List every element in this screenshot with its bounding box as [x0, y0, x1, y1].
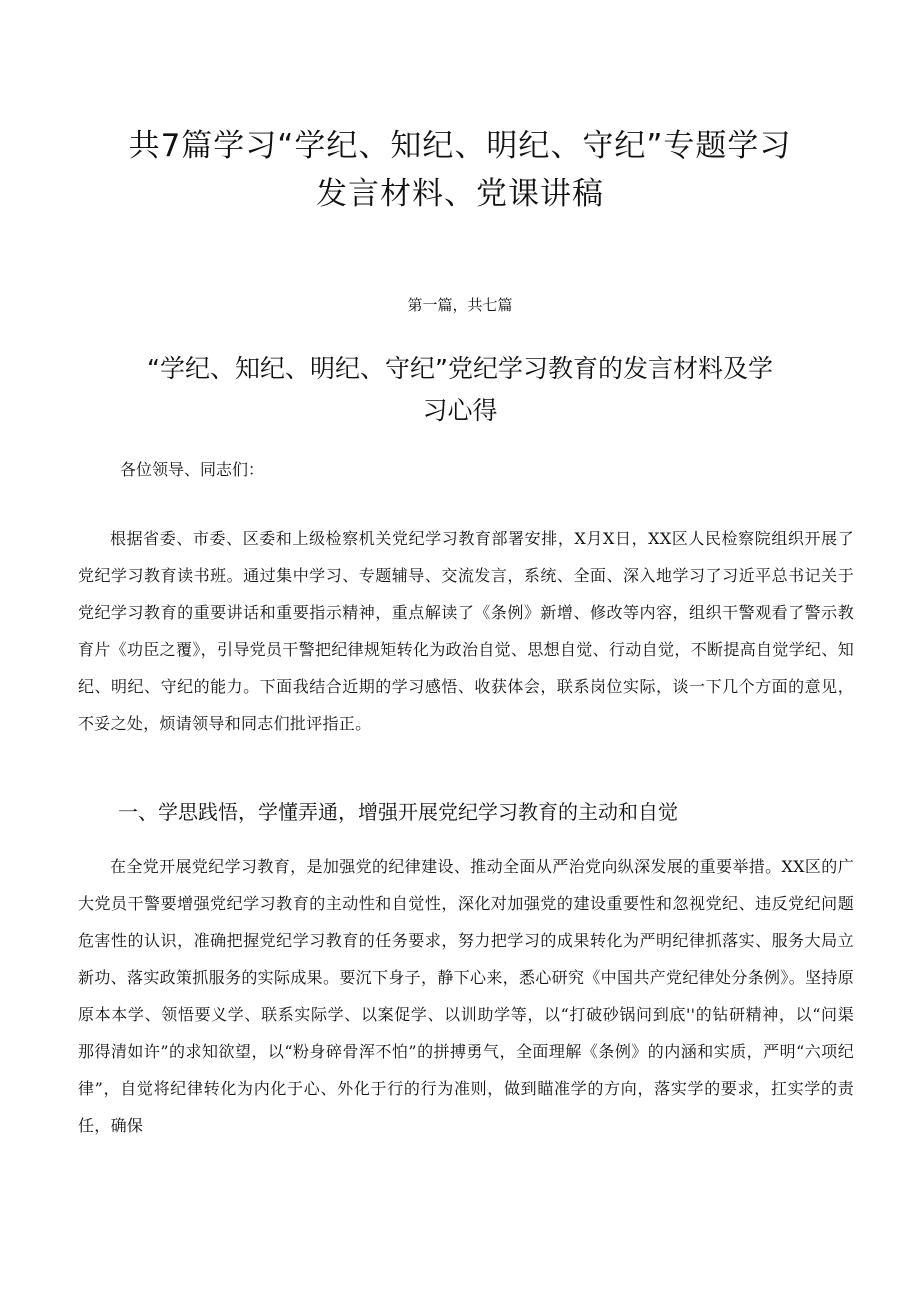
document-title-line-2: 发言材料、党课讲稿 [316, 176, 604, 212]
section-heading-1: 一、学思践悟，学懂弄通，增强开展党纪学习教育的主动和自觉 [118, 800, 678, 824]
article-title-line-2: 习心得 [422, 396, 498, 425]
article-title-line-1: “学纪、知纪、明纪、守纪”党纪学习教育的发言材料及学 [147, 354, 773, 383]
salutation: 各位领导、同志们： [120, 460, 265, 479]
document-title-line-1: 共7篇学习“学纪、知纪、明纪、守纪”专题学习 [128, 128, 792, 164]
body-paragraph-2: 在全党开展党纪学习教育，是加强党的纪律建设、推动全面从严治党向纵深发展的重要举措。XX区的广大党员干警要增强党纪学习教育的主动性和自觉性，深化对加强党的建设重要性和忽视党纪、违反党纪问题危害性的认识，准确把握党纪学习教育的任务要求，努力把学习的成果转化为严明纪律抓落实、服务大局立新功、落实政策抓服务的实际成果。要沉下身子，静下心来，悉心研究《中国共产党纪律处分条例》。坚持原原本本学、领悟要义学、联系实际学、以案促学、以训助学等，以“打破砂锅问到底''的钻研精神，以“问渠那得清如许”的求知欲望，以“粉身碎骨浑不怕”的拼搏勇气，全面理解《条例》的内涵和实质，严明“六项纪律”，自觉将纪律转化为内化于心、外化于行的行为准则，做到瞄准学的方向，落实学的要求，扛实学的责任，确保 [78, 857, 854, 1135]
body-paragraph-1: 根据省委、市委、区委和上级检察机关党纪学习教育部署安排，X月X日，XX区人民检察院组织开展了党纪学习教育读书班。通过集中学习、专题辅导、交流发言，系统、全面、深入地学习了习近平总书记关于党纪学习教育的重要讲话和重要指示精神，重点解读了《条例》新增、修改等内容，组织干警观看了警示教育片《功臣之覆》，引导党员干警把纪律规矩转化为政治自觉、思想自觉、行动自觉，不断提高自觉学纪、知纪、明纪、守纪的能力。下面我结合近期的学习感悟、收获体会，联系岗位实际，谈一下几个方面的意见，不妥之处，烦请领导和同志们批评指正。 [78, 529, 854, 733]
part-label: 第一篇，共七篇 [407, 296, 513, 314]
